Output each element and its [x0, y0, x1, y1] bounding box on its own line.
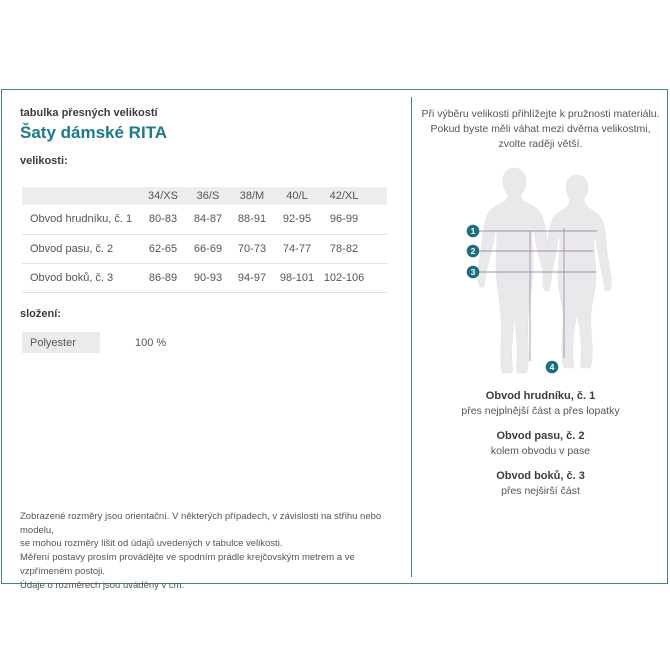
measurement-value: 66-69 [186, 234, 230, 263]
legend-description: přes nejširší část [501, 485, 580, 497]
size-column-header: 38/M [230, 187, 274, 205]
measurement-value: 96-99 [320, 205, 368, 234]
legend-item-waist [412, 428, 669, 459]
marker-1 [467, 225, 480, 238]
measurement-value: 80-83 [140, 205, 186, 234]
composition-row [22, 332, 166, 353]
measurement-value: 88-91 [230, 205, 274, 234]
sizes-section-label: velikosti: [20, 155, 68, 167]
table-row [22, 263, 387, 292]
table-row [22, 205, 387, 234]
legend-title: Obvod pasu, č. 2 [496, 430, 585, 442]
measurement-value: 62-65 [140, 234, 186, 263]
measurement-value: 70-73 [230, 234, 274, 263]
size-table-filler-cell [368, 263, 387, 292]
product-title: Šaty dámské RITA [20, 123, 168, 142]
table-row [22, 234, 387, 263]
measurement-label: Obvod hrudníku, č. 1 [22, 205, 140, 234]
marker-4-number: 4 [549, 362, 555, 372]
measurement-diagram [440, 165, 660, 385]
measurement-legend [412, 388, 669, 508]
measurement-value: 78-82 [320, 234, 368, 263]
marker-2-number: 2 [470, 246, 476, 256]
measurement-value: 92-95 [274, 205, 320, 234]
size-column-header: 36/S [186, 187, 230, 205]
size-table [22, 187, 387, 293]
composition-percent: 100 % [135, 336, 167, 349]
marker-3-number: 3 [470, 267, 476, 277]
legend-item-chest [412, 388, 669, 419]
marker-3 [467, 266, 480, 279]
legend-item-hips [412, 468, 669, 499]
marker-4 [546, 361, 559, 374]
male-silhouette [478, 168, 552, 373]
marker-1-number: 1 [470, 226, 476, 236]
measurement-label: Obvod pasu, č. 2 [22, 234, 140, 263]
female-silhouette [543, 175, 612, 368]
size-column-header: 40/L [274, 187, 320, 205]
size-table-filler-cell [368, 187, 387, 205]
composition-section-label: složení: [20, 308, 61, 320]
panel-subtitle: tabulka přesných velikostí [20, 107, 158, 119]
measurement-label: Obvod boků, č. 3 [22, 263, 140, 292]
disclaimer-line: Údaje o rozměrech jsou uváděny v cm. [20, 579, 185, 591]
legend-description: kolem obvodu v pase [490, 445, 591, 457]
measurement-value: 98-101 [274, 263, 320, 292]
legend-title: Obvod hrudníku, č. 1 [485, 390, 596, 402]
legend-description: přes nejplnější část a přes lopatky [461, 405, 620, 417]
size-table-corner-cell [22, 187, 140, 205]
size-table-filler-cell [368, 234, 387, 263]
measurement-value: 74-77 [274, 234, 320, 263]
measurement-value: 94-97 [230, 263, 274, 292]
measurement-value: 90-93 [186, 263, 230, 292]
size-advice-line: zvolte raději větší. [498, 138, 583, 150]
legend-title: Obvod boků, č. 3 [496, 470, 585, 482]
measurement-value: 84-87 [186, 205, 230, 234]
size-advice-line: Pokud byste měli váhat mezi dvěma velikostmi, [430, 123, 651, 135]
measurement-value: 86-89 [140, 263, 186, 292]
disclaimer-line: Zobrazené rozměry jsou orientační. V některých případech, v závislosti na střihu nebo modelu, [20, 511, 382, 536]
marker-2 [467, 245, 480, 258]
measurement-value: 102-106 [320, 263, 368, 292]
size-column-header: 34/XS [140, 187, 186, 205]
size-advice-line: Při výběru velikosti přihlížejte k pružnosti materiálu. [421, 108, 660, 120]
disclaimer-line: se mohou rozměry lišit od údajů uvedených v tabulce velikosti. [20, 538, 283, 550]
size-advice-text [412, 107, 669, 152]
disclaimer-text [20, 510, 400, 592]
composition-material: Polyester [22, 332, 100, 353]
size-table-filler-cell [368, 205, 387, 234]
size-table-header-row [22, 187, 387, 205]
disclaimer-line: Měření postavy prosím provádějte ve spodním prádle krejčovským metrem a ve vzpřímeném postoji. [20, 552, 355, 577]
size-column-header: 42/XL [320, 187, 368, 205]
